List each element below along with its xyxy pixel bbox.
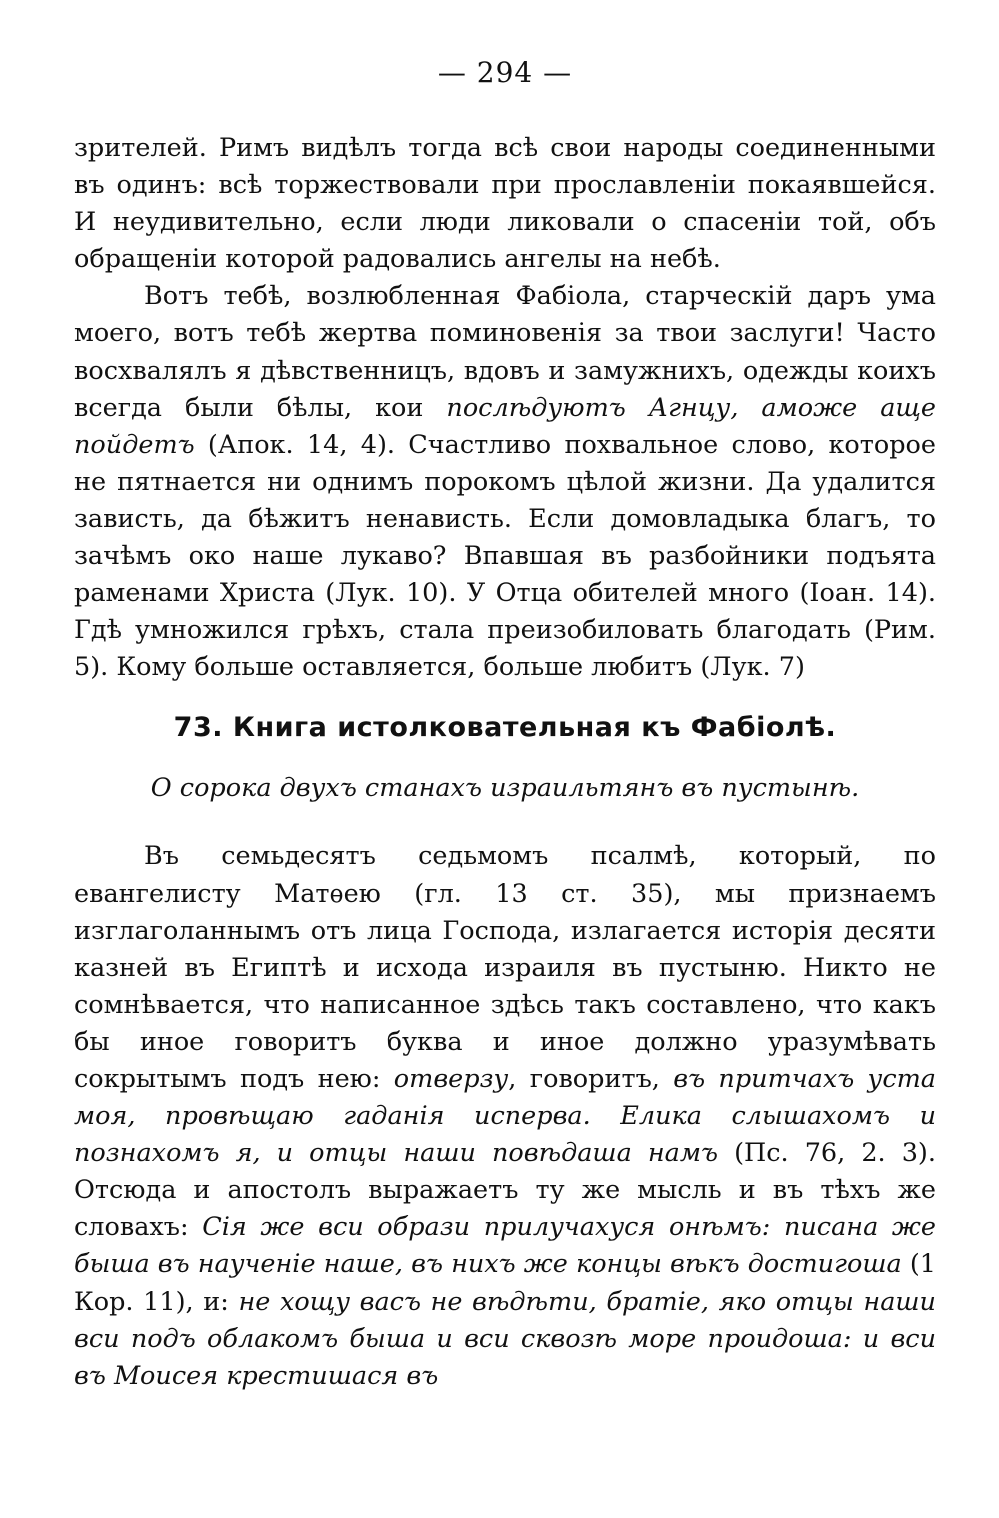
scripture-quote: не хощу васъ не вѣдѣти, братіе, яко отцы наши вси подъ облакомъ быша и вси сквозѣ море проидоша: и вси въ Моисея крестишася въ: [74, 1286, 936, 1391]
scripture-quote: Сія же вси образи прилучахуся онѣмъ: писана же быша въ наученіе наше, въ нихъ же концы вѣкъ достигоша: [74, 1212, 936, 1280]
paragraph-fabiola: [74, 278, 936, 686]
paragraph-text: (Пс. 76, 2. 3). Отсюда и апостолъ выражаетъ ту же мысль и въ тѣхъ же словахъ:: [74, 1138, 936, 1243]
book-page: [74, 48, 936, 1395]
scripture-quote: въ притчахъ уста моя, провѣщаю гаданія испервa. Елика слышахомъ и познахомъ я, и отцы наши повѣдаша намъ: [74, 1063, 936, 1169]
paragraph-text: (1 Кор. 11), и:: [74, 1249, 936, 1317]
paragraph-text: Вотъ тебѣ, возлюбленная Фабіола, старческій даръ ума моего, вотъ тебѣ жертва поминовенія за твои заслуги! Часто восхвалялъ я дѣвственницъ, вдовъ и замужнихъ, одежды коихъ всегда были бѣлы, кои: [74, 281, 936, 423]
scripture-quote: послѣдуютъ Агнцу, аможе аще пойдетъ: [74, 392, 937, 460]
paragraph-continuation: зрителей. Римъ видѣлъ тогда всѣ свои народы соединенными въ одинъ: всѣ торжествовали при прославленіи покаявшейся. И неудивительно, если люди ликовали о спасеніи той, объ обращеніи которой радовались ангелы на небѣ.: [74, 133, 936, 275]
paragraph-text: Въ семьдесятъ седьмомъ псалмѣ, который, по евангелисту Матѳею (гл. 13 ст. 35), мы признаемъ изглаголаннымъ отъ лица Господа, излагается исторія десяти казней въ Египтѣ и исхода израиля въ пустыню. Никто не сомнѣвается, что написанное здѣсь такъ составлено, что какъ бы иное говоритъ буква и иное должно уразумѣвать сокрытымъ подъ нею:: [74, 841, 936, 1094]
paragraph-text: (Апок. 14, 4). Счастливо похвальное слово, которое не пятнается ни однимъ порокомъ цѣлой жизни. Да удалится зависть, да бѣжитъ ненависть. Если домовладыка благъ, то зачѣмъ око наше лукаво? Впавшая въ разбойники подъята раменами Христа (Лук. 10). У Отца обителей много (Іоан. 14). Гдѣ умножился грѣхъ, стала преизобиловать благодать (Рим. 5). Кому больше оставляется, больше любитъ (Лук. 7): [74, 429, 936, 683]
paragraph-text: , говоритъ,: [508, 1063, 674, 1094]
chapter-subtitle: О сорока двухъ станахъ израильтянъ въ пустынѣ.: [150, 773, 860, 804]
page-number: — 294 —: [437, 56, 573, 89]
paragraph-psalm: [74, 838, 936, 1394]
chapter-title: 73. Книга истолковательная къ Фабіолѣ.: [173, 712, 837, 744]
scripture-quote: отверзу: [393, 1063, 509, 1094]
